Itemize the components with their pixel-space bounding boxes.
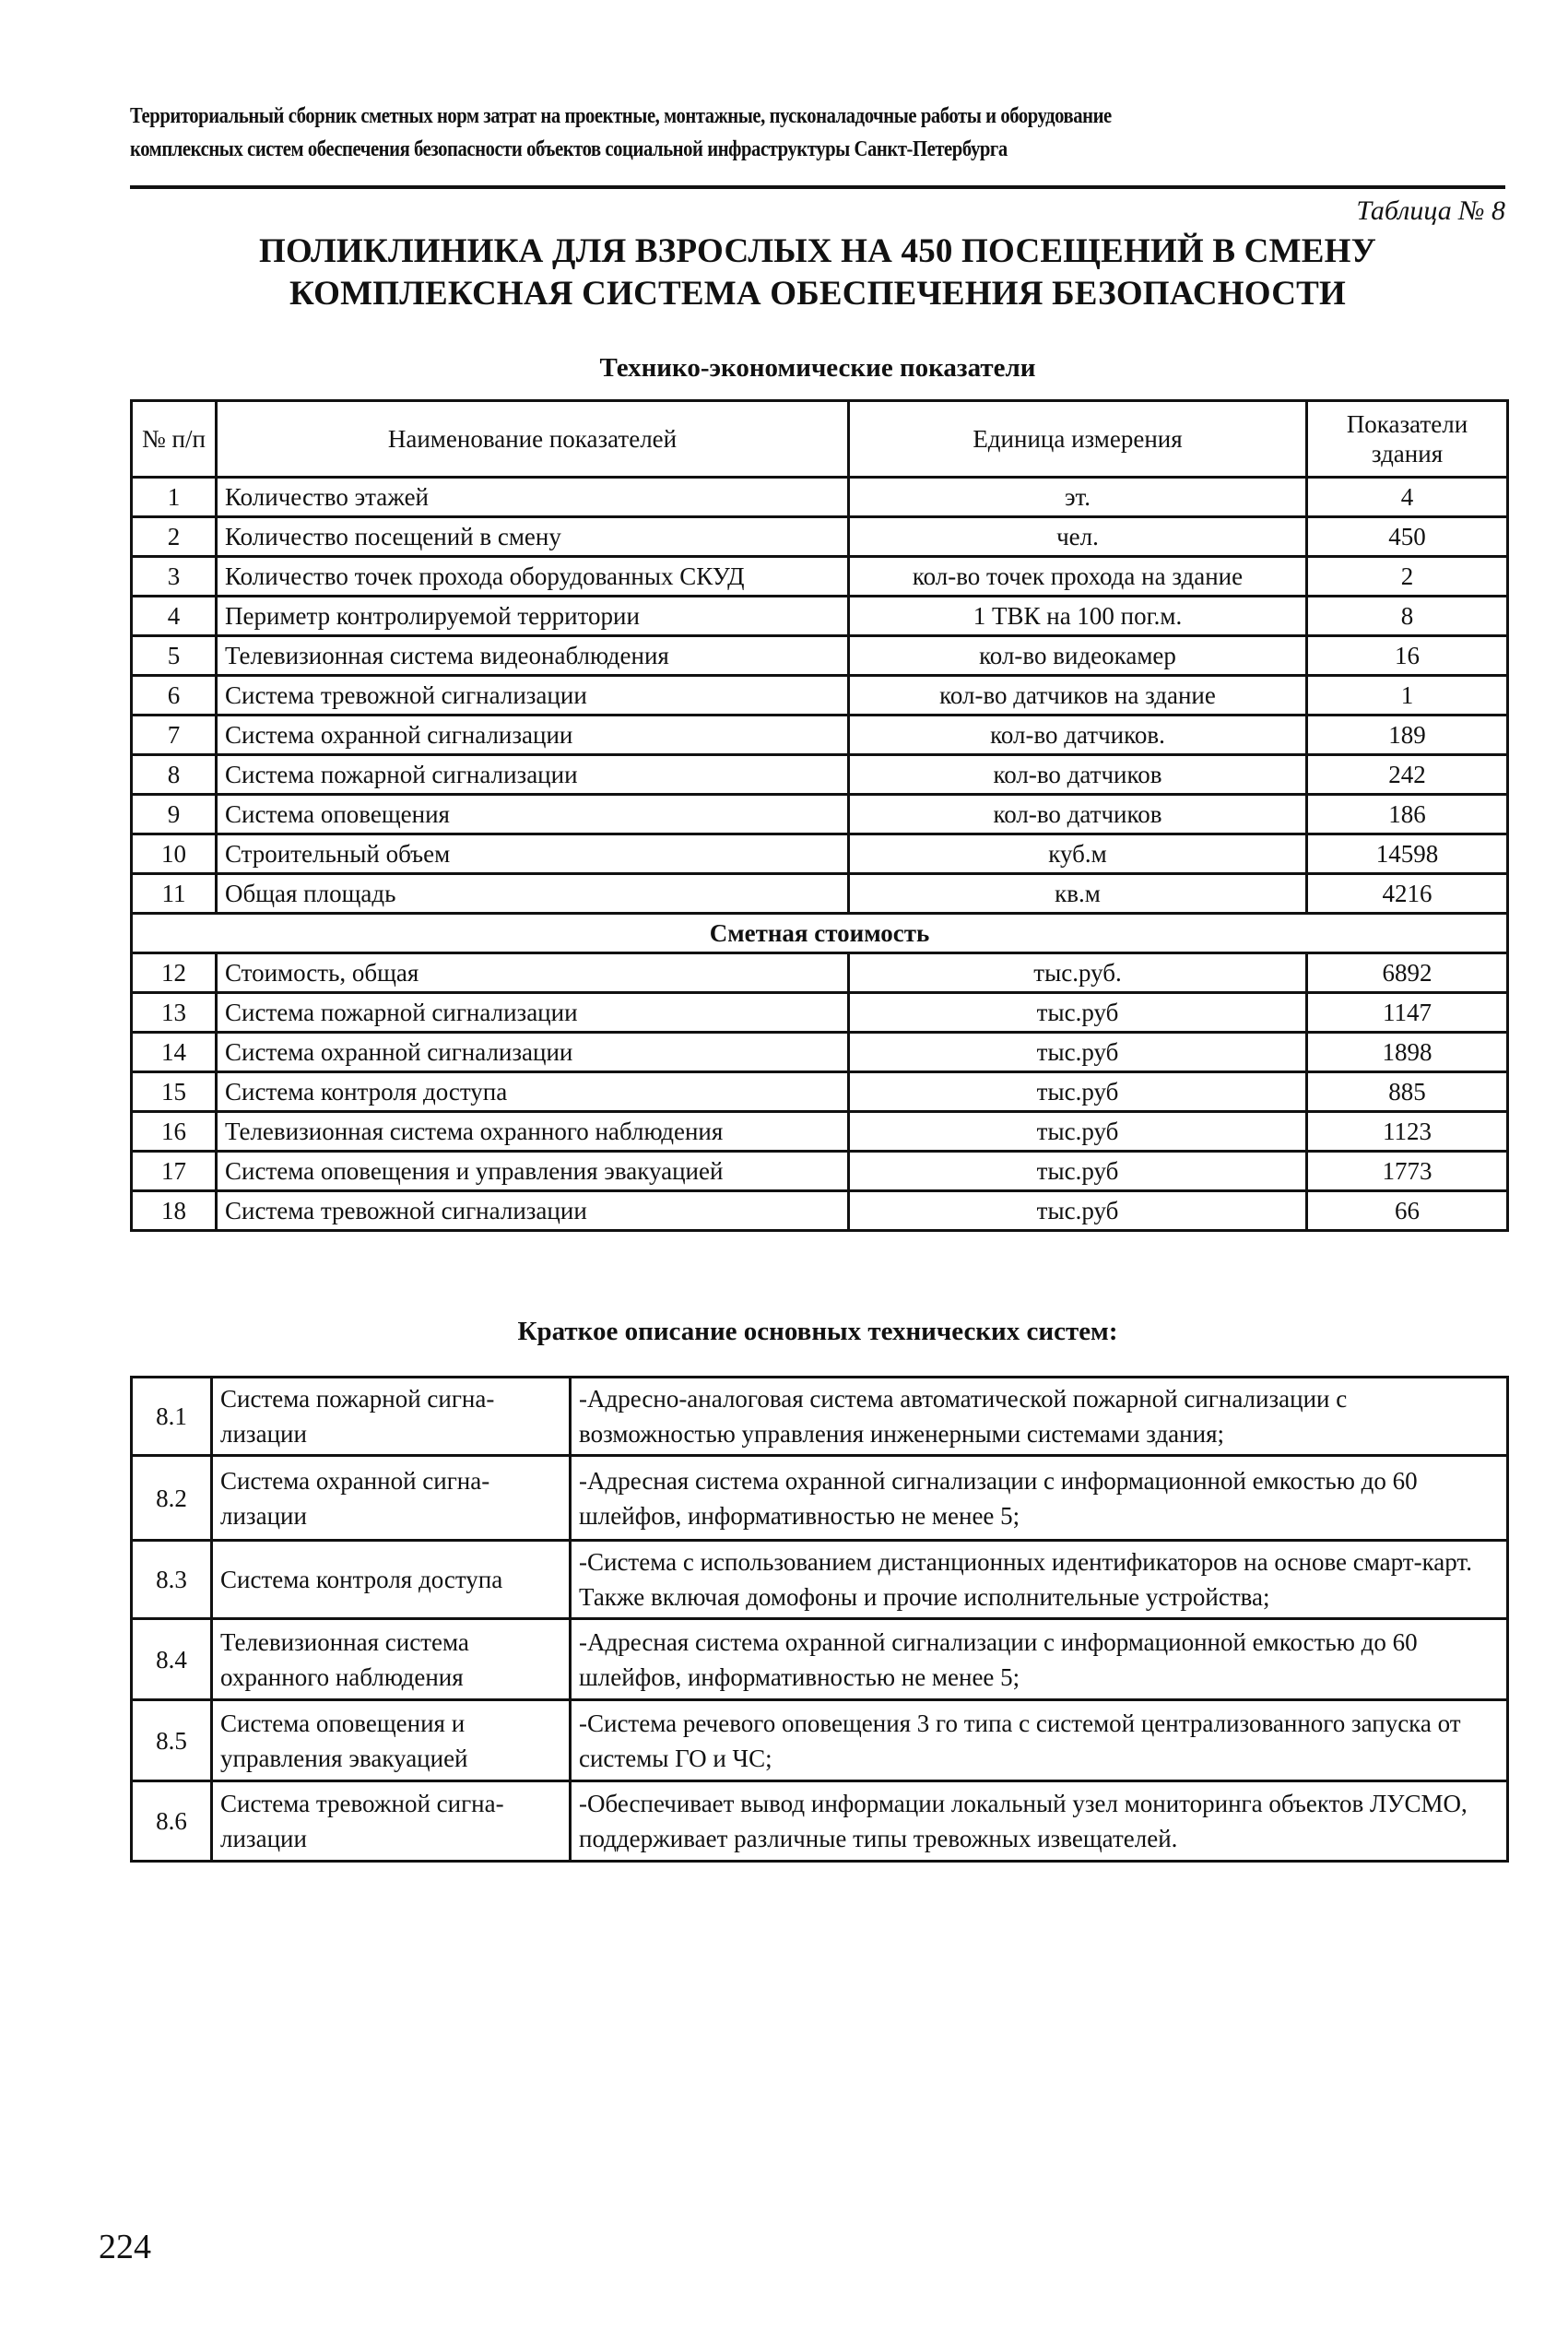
row-name: Телевизионная система охранного наблюдения [217, 1112, 849, 1152]
table-row [132, 834, 1508, 874]
table-row [132, 1152, 1508, 1191]
table-row [132, 636, 1508, 676]
row-name: Система пожарной сигнализации [217, 755, 849, 795]
row-unit: тыс.руб [849, 1033, 1307, 1072]
row-unit: куб.м [849, 834, 1307, 874]
row-value: 8 [1307, 597, 1508, 636]
description-text: -Адресная система охранной сигнализации с информационной емкостью до 60 шлейфов, информативностью не менее 5; [571, 1619, 1508, 1700]
row-name: Периметр контролируемой территории [217, 597, 849, 636]
row-number: 14 [132, 1033, 217, 1072]
row-number: 7 [132, 716, 217, 755]
description-number: 8.1 [132, 1378, 212, 1456]
description-system: Система тревожной сигна-лизации [212, 1781, 571, 1862]
row-name: Строительный объем [217, 834, 849, 874]
row-unit: тыс.руб [849, 993, 1307, 1033]
table-row [132, 716, 1508, 755]
header-num: № п/п [132, 401, 217, 478]
row-value: 1123 [1307, 1112, 1508, 1152]
row-value: 1 [1307, 676, 1508, 716]
row-name: Телевизионная система видеонаблюдения [217, 636, 849, 676]
description-row [132, 1781, 1508, 1862]
table-row [132, 478, 1508, 517]
cost-section-row [132, 914, 1508, 953]
row-name: Количество точек прохода оборудованных СКУД [217, 557, 849, 597]
description-row [132, 1378, 1508, 1456]
row-number: 8 [132, 755, 217, 795]
table-row [132, 676, 1508, 716]
table-row [132, 1072, 1508, 1112]
row-number: 16 [132, 1112, 217, 1152]
description-row [132, 1456, 1508, 1541]
row-unit: кв.м [849, 874, 1307, 914]
table-row [132, 1033, 1508, 1072]
description-text: -Обеспечивает вывод информации локальный узел мониторинга объектов ЛУСМО, поддерживает различные типы тревожных извещателей. [571, 1781, 1508, 1862]
descriptions-caption: Краткое описание основных технических систем: [517, 1317, 1118, 1346]
description-system: Система контроля доступа [212, 1541, 571, 1619]
technical-economic-table [130, 399, 1509, 1232]
table-row [132, 597, 1508, 636]
row-value: 1147 [1307, 993, 1508, 1033]
page-number: 224 [99, 2228, 151, 2266]
description-system: Система оповещения и управления эвакуацией [212, 1700, 571, 1781]
row-unit: чел. [849, 517, 1307, 557]
running-header [130, 100, 1505, 166]
description-system: Система охранной сигна-лизации [212, 1456, 571, 1541]
row-number: 3 [132, 557, 217, 597]
row-number: 12 [132, 953, 217, 993]
row-value: 4216 [1307, 874, 1508, 914]
row-value: 4 [1307, 478, 1508, 517]
row-unit: кол-во датчиков [849, 795, 1307, 834]
row-name: Система оповещения и управления эвакуацией [217, 1152, 849, 1191]
row-value: 14598 [1307, 834, 1508, 874]
row-unit: эт. [849, 478, 1307, 517]
description-text: -Адресная система охранной сигнализации с информационной емкостью до 60 шлейфов, информативностью не менее 5; [571, 1456, 1508, 1541]
description-number: 8.3 [132, 1541, 212, 1619]
description-number: 8.4 [132, 1619, 212, 1700]
row-value: 189 [1307, 716, 1508, 755]
table-row [132, 1191, 1508, 1231]
row-value: 885 [1307, 1072, 1508, 1112]
table-header-row [132, 401, 1508, 478]
header-name: Наименование показателей [217, 401, 849, 478]
row-unit: кол-во датчиков [849, 755, 1307, 795]
row-value: 6892 [1307, 953, 1508, 993]
table-label: Таблица № 8 [1356, 195, 1505, 226]
table-row [132, 755, 1508, 795]
table-row [132, 557, 1508, 597]
row-value: 1773 [1307, 1152, 1508, 1191]
row-name: Общая площадь [217, 874, 849, 914]
document-title-line-1: ПОЛИКЛИНИКА ДЛЯ ВЗРОСЛЫХ НА 450 ПОСЕЩЕНИЙ В СМЕНУ [259, 232, 1376, 270]
row-value: 66 [1307, 1191, 1508, 1231]
cost-section-title: Сметная стоимость [132, 914, 1508, 953]
row-number: 18 [132, 1191, 217, 1231]
row-number: 6 [132, 676, 217, 716]
description-text: -Адресно-аналоговая система автоматической пожарной сигнализации с возможностью управления инженерными системами здания; [571, 1378, 1508, 1456]
row-value: 2 [1307, 557, 1508, 597]
table-row [132, 993, 1508, 1033]
row-unit: кол-во видеокамер [849, 636, 1307, 676]
row-name: Система охранной сигнализации [217, 1033, 849, 1072]
row-name: Система пожарной сигнализации [217, 993, 849, 1033]
running-header-line-1: Территориальный сборник сметных норм затрат на проектные, монтажные, пусконаладочные работы и оборудование [130, 104, 1112, 128]
description-number: 8.5 [132, 1700, 212, 1781]
document-title [130, 231, 1505, 315]
row-name: Система оповещения [217, 795, 849, 834]
row-number: 11 [132, 874, 217, 914]
description-row [132, 1619, 1508, 1700]
row-name: Система тревожной сигнализации [217, 676, 849, 716]
description-system: Телевизионная система охранного наблюдения [212, 1619, 571, 1700]
description-number: 8.2 [132, 1456, 212, 1541]
document-title-line-2: КОМПЛЕКСНАЯ СИСТЕМА ОБЕСПЕЧЕНИЯ БЕЗОПАСНОСТИ [289, 275, 1346, 313]
row-name: Количество посещений в смену [217, 517, 849, 557]
row-name: Система контроля доступа [217, 1072, 849, 1112]
row-number: 4 [132, 597, 217, 636]
row-unit: кол-во датчиков на здание [849, 676, 1307, 716]
table-row [132, 517, 1508, 557]
header-value: Показатели здания [1307, 401, 1508, 478]
row-unit: 1 ТВК на 100 пог.м. [849, 597, 1307, 636]
description-row [132, 1541, 1508, 1619]
systems-description-table [130, 1376, 1509, 1863]
running-header-line-2: комплексных систем обеспечения безопасности объектов социальной инфраструктуры Санкт-Петербурга [130, 137, 1008, 161]
row-value: 242 [1307, 755, 1508, 795]
row-unit: тыс.руб [849, 1112, 1307, 1152]
row-value: 186 [1307, 795, 1508, 834]
row-number: 5 [132, 636, 217, 676]
row-number: 2 [132, 517, 217, 557]
header-rule [130, 185, 1505, 189]
row-unit: тыс.руб [849, 1072, 1307, 1112]
table-row [132, 874, 1508, 914]
row-unit: кол-во точек прохода на здание [849, 557, 1307, 597]
row-unit: тыс.руб [849, 1191, 1307, 1231]
tep-caption: Технико-экономические показатели [599, 353, 1036, 383]
row-number: 15 [132, 1072, 217, 1112]
table-row [132, 795, 1508, 834]
row-name: Система тревожной сигнализации [217, 1191, 849, 1231]
description-number: 8.6 [132, 1781, 212, 1862]
row-number: 1 [132, 478, 217, 517]
row-number: 17 [132, 1152, 217, 1191]
row-value: 1898 [1307, 1033, 1508, 1072]
row-name: Стоимость, общая [217, 953, 849, 993]
description-row [132, 1700, 1508, 1781]
row-unit: тыс.руб [849, 1152, 1307, 1191]
row-number: 9 [132, 795, 217, 834]
description-text: -Система с использованием дистанционных идентификаторов на основе смарт-карт. Также включая домофоны и прочие исполнительные устройства; [571, 1541, 1508, 1619]
table-row [132, 953, 1508, 993]
description-system: Система пожарной сигна-лизации [212, 1378, 571, 1456]
row-name: Количество этажей [217, 478, 849, 517]
row-value: 450 [1307, 517, 1508, 557]
row-value: 16 [1307, 636, 1508, 676]
row-unit: кол-во датчиков. [849, 716, 1307, 755]
row-number: 10 [132, 834, 217, 874]
row-unit: тыс.руб. [849, 953, 1307, 993]
header-unit: Единица измерения [849, 401, 1307, 478]
row-number: 13 [132, 993, 217, 1033]
table-row [132, 1112, 1508, 1152]
description-text: -Система речевого оповещения 3 го типа с системой централизованного запуска от системы ГО и ЧС; [571, 1700, 1508, 1781]
row-name: Система охранной сигнализации [217, 716, 849, 755]
